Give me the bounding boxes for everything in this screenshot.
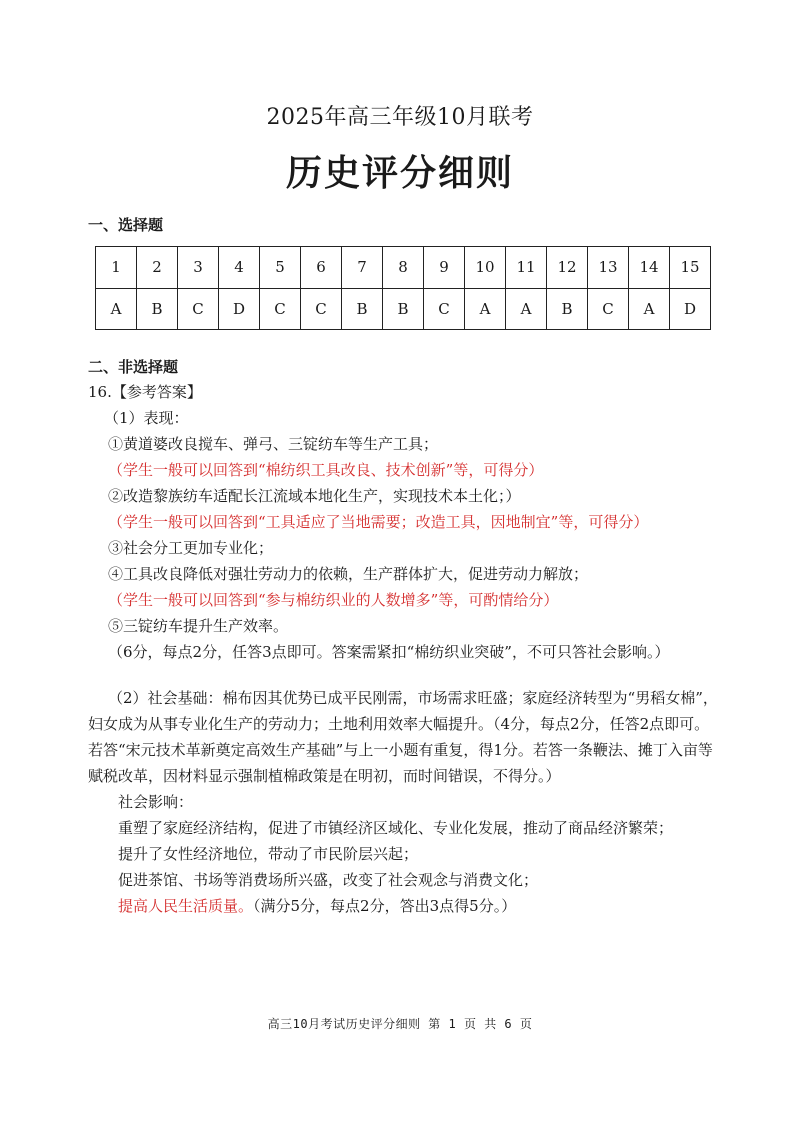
answer-letter: A xyxy=(96,288,137,330)
answer-letter: A xyxy=(465,288,506,330)
part2-line-2: 妇女成为从事专业化生产的劳动力；土地利用效率大幅提升。（4分，每点2分，任答2点即可。 xyxy=(88,715,710,733)
question-number: 2 xyxy=(137,247,178,289)
question-number: 14 xyxy=(629,247,670,289)
question-number: 13 xyxy=(588,247,629,289)
part2-impact-1: 重塑了家庭经济结构，促进了市镇经济区域化、专业化发展，推动了商品经济繁荣； xyxy=(118,819,674,837)
answer-letter: C xyxy=(260,288,301,330)
part2-line-4: 赋税改革，因材料显示强制植棉政策是在明初，而时间错误，不得分。） xyxy=(88,767,561,785)
answer-letter: D xyxy=(670,288,711,330)
part2-impact-2: 提升了女性经济地位，带动了市民阶层兴起； xyxy=(118,845,419,863)
part1-item-1: ①黄道婆改良搅车、弹弓、三锭纺车等生产工具； xyxy=(108,435,439,453)
answer-key-table xyxy=(95,246,711,330)
part1-item-3: ③社会分工更加专业化； xyxy=(108,539,274,557)
part2-line-1: （2）社会基础：棉布因其优势已成平民刚需，市场需求旺盛；家庭经济转型为“男稻女棉”， xyxy=(108,689,718,707)
part1-item-4: ④工具改良降低对强壮劳动力的依赖，生产群体扩大，促进劳动力解放； xyxy=(108,565,589,583)
exam-title: 2025年高三年级10月联考 xyxy=(266,105,534,130)
answer-letter: B xyxy=(547,288,588,330)
question-number-row xyxy=(96,247,711,289)
part1-item-2: ②改造黎族纺车适配长江流域本地化生产，实现技术本土化；） xyxy=(108,487,521,505)
part1-note-2: （学生一般可以回答到“工具适应了当地需要；改造工具，因地制宜”等，可得分） xyxy=(108,513,649,531)
question-16-label: 16.【参考答案】 xyxy=(88,383,202,401)
answer-letter: C xyxy=(178,288,219,330)
part2-impact-3: 促进茶馆、书场等消费场所兴盛，改变了社会观念与消费文化； xyxy=(118,871,539,889)
part1-note-4: （学生一般可以回答到“参与棉纺织业的人数增多”等，可酌情给分） xyxy=(108,591,559,609)
answer-letter: B xyxy=(383,288,424,330)
answer-letter: C xyxy=(301,288,342,330)
answer-letter: D xyxy=(219,288,260,330)
answer-row xyxy=(96,288,711,330)
question-number: 9 xyxy=(424,247,465,289)
answer-letter: B xyxy=(342,288,383,330)
part2-line-3: 若答“宋元技术革新奠定高效生产基础”与上一小题有重复，得1分。若答一条鞭法、摊丁入亩等 xyxy=(88,741,713,759)
part2-impact-4 xyxy=(118,896,516,916)
section-heading-nonchoice: 二、非选择题 xyxy=(88,358,179,376)
part1-note-1: （学生一般可以回答到“棉纺织工具改良、技术创新”等，可得分） xyxy=(108,461,544,479)
question-number: 6 xyxy=(301,247,342,289)
question-number: 10 xyxy=(465,247,506,289)
part2-impact-title: 社会影响： xyxy=(118,793,194,811)
answer-letter: C xyxy=(588,288,629,330)
part1-scoring: （6分，每点2分，任答3点即可。答案需紧扣“棉纺织业突破”，不可只答社会影响。） xyxy=(108,643,670,661)
part2-impact-4-highlight: 提高人民生活质量。 xyxy=(118,897,254,915)
part2-impact-4-scoring: （满分5分，每点2分，答出3点得5分。） xyxy=(253,897,517,915)
part1-title: （1）表现： xyxy=(104,409,189,427)
document-title: 历史评分细则 xyxy=(285,153,514,194)
question-number: 11 xyxy=(506,247,547,289)
part1-item-5: ⑤三锭纺车提升生产效率。 xyxy=(108,617,289,635)
question-number: 15 xyxy=(670,247,711,289)
question-number: 7 xyxy=(342,247,383,289)
question-number: 1 xyxy=(96,247,137,289)
answer-letter: A xyxy=(629,288,670,330)
answer-letter: C xyxy=(424,288,465,330)
question-number: 8 xyxy=(383,247,424,289)
section-heading-choice: 一、选择题 xyxy=(88,216,164,234)
question-number: 3 xyxy=(178,247,219,289)
answer-letter: B xyxy=(137,288,178,330)
answer-letter: A xyxy=(506,288,547,330)
question-number: 12 xyxy=(547,247,588,289)
question-number: 5 xyxy=(260,247,301,289)
page-footer: 高三10月考试历史评分细则 第 1 页 共 6 页 xyxy=(267,1017,533,1031)
question-number: 4 xyxy=(219,247,260,289)
